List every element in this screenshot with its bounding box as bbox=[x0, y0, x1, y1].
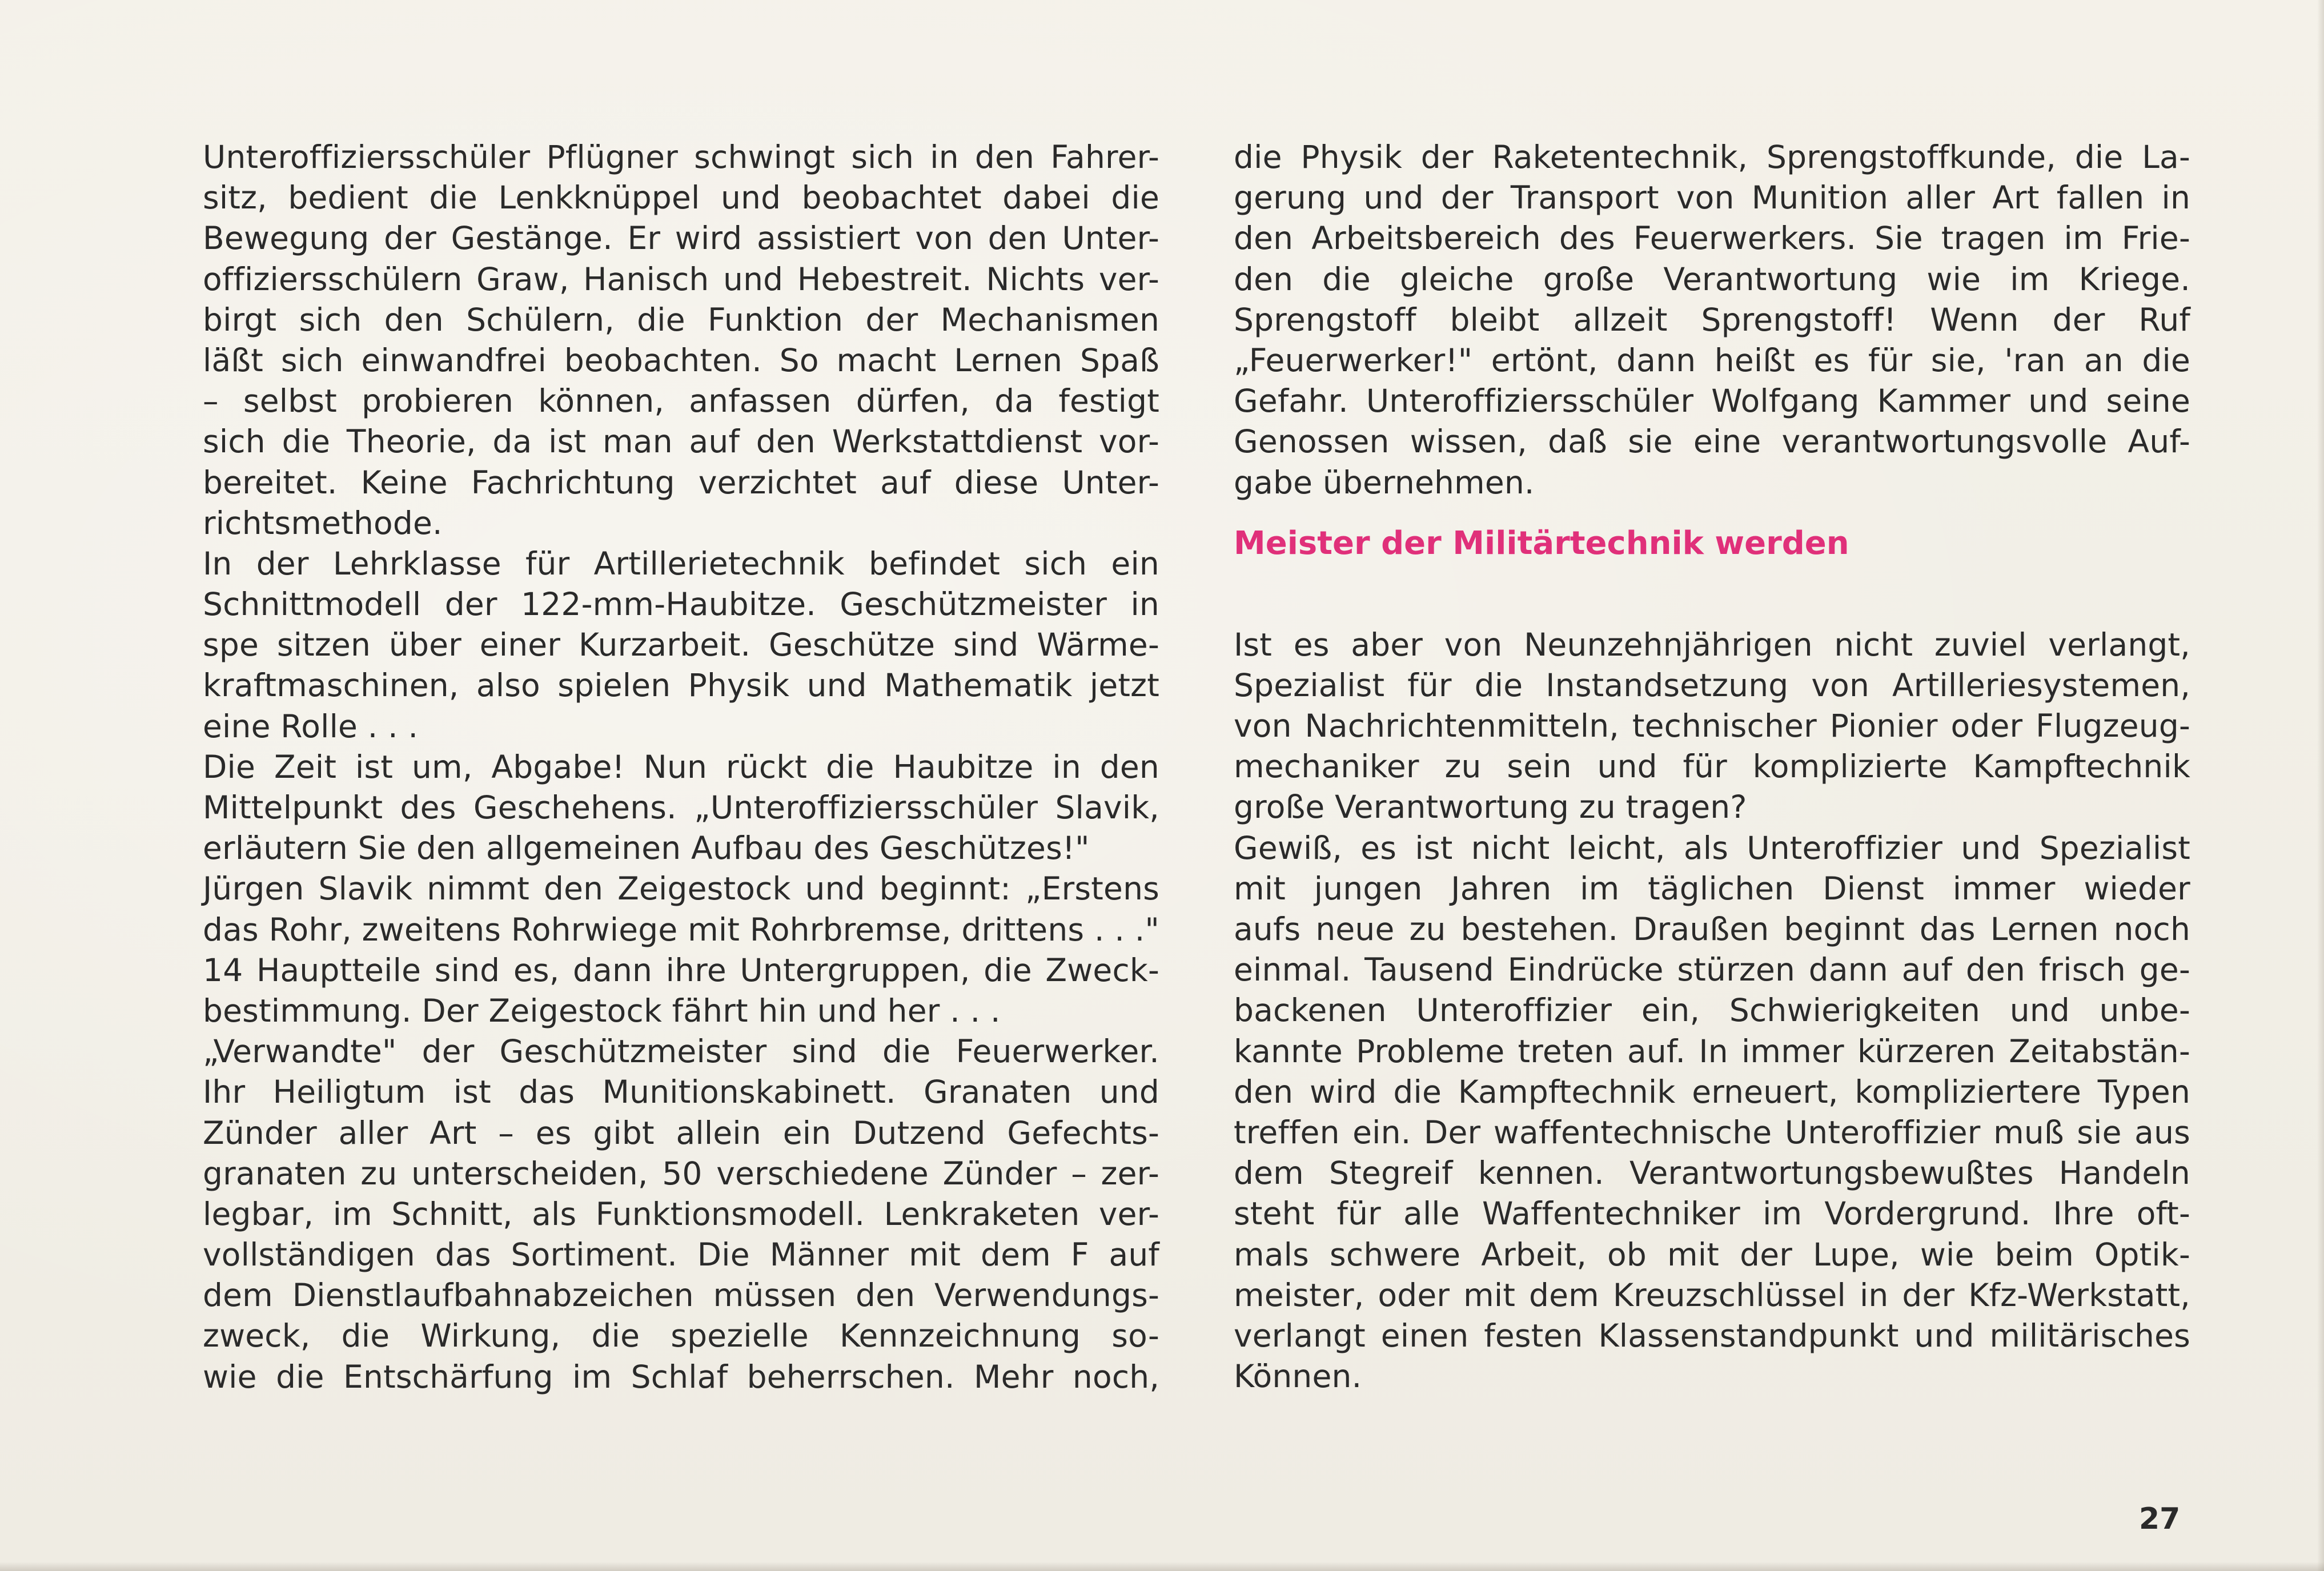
text-line: sich die Theorie, da ist man auf den Werkstattdienst vor- bbox=[203, 423, 1159, 460]
text-line: Zünder aller Art – es gibt allein ein Dutzend Gefechts- bbox=[203, 1114, 1159, 1151]
text-line: treffen ein. Der waffentechnische Unteroffizier muß sie aus bbox=[1234, 1114, 2190, 1151]
text-line: gabe übernehmen. bbox=[1234, 464, 1535, 501]
text-line: „Verwandte" der Geschützmeister sind die Feuerwerker. bbox=[203, 1033, 1159, 1070]
text-line: spe sitzen über einer Kurzarbeit. Geschütze sind Wärme- bbox=[203, 626, 1159, 664]
text-line: läßt sich einwandfrei beobachten. So macht Lernen Spaß bbox=[203, 341, 1159, 379]
text-line: das Rohr, zweitens Rohrwiege mit Rohrbremse, drittens . . ." bbox=[203, 911, 1159, 948]
text-line: Ist es aber von Neunzehnjährigen nicht zuviel verlangt, bbox=[1234, 626, 2190, 663]
text-line: meister, oder mit dem Kreuzschlüssel in der Kfz-Werkstatt, bbox=[1234, 1276, 2190, 1313]
text-line: granaten zu unterscheiden, 50 verschiedene Zünder – zer- bbox=[203, 1155, 1159, 1192]
section-heading: Meister der Militärtechnik werden bbox=[1234, 525, 1849, 562]
text-line: dem Dienstlaufbahnabzeichen müssen den Verwendungs- bbox=[203, 1277, 1159, 1314]
text-line: Bewegung der Gestänge. Er wird assistiert von den Unter- bbox=[203, 220, 1159, 257]
text-line: aufs neue zu bestehen. Draußen beginnt das Lernen noch bbox=[1234, 911, 2190, 947]
text-line: steht für alle Waffentechniker im Vordergrund. Ihre oft- bbox=[1234, 1195, 2190, 1232]
text-line: mals schwere Arbeit, ob mit der Lupe, wie beim Optik- bbox=[1234, 1236, 2190, 1273]
text-line: dem Stegreif kennen. Verantwortungsbewußtes Handeln bbox=[1234, 1155, 2190, 1192]
text-line: eine Rolle . . . bbox=[203, 708, 419, 745]
text-line: einmal. Tausend Eindrücke stürzen dann auf den frisch ge- bbox=[1234, 951, 2190, 989]
text-line: Jürgen Slavik nimmt den Zeigestock und beginnt: „Erstens bbox=[203, 870, 1159, 907]
text-line: – selbst probieren können, anfassen dürfen, da festigt bbox=[203, 383, 1159, 420]
text-line: Die Zeit ist um, Abgabe! Nun rückt die Haubitze in den bbox=[203, 748, 1159, 785]
text-line: bereitet. Keine Fachrichtung verzichtet auf diese Unter- bbox=[203, 464, 1159, 501]
text-line: kraftmaschinen, also spielen Physik und Mathematik jetzt bbox=[203, 667, 1159, 704]
text-line: kannte Probleme treten auf. In immer kürzeren Zeitabstän- bbox=[1234, 1032, 2190, 1070]
text-line: legbar, im Schnitt, als Funktionsmodell. Lenkraketen ver- bbox=[203, 1195, 1159, 1232]
paragraph-spacer bbox=[1234, 584, 2190, 625]
text-line: „Feuerwerker!" ertönt, dann heißt es für sie, 'ran an die bbox=[1234, 341, 2190, 379]
text-line: Gefahr. Unteroffiziersschüler Wolfgang Kammer und seine bbox=[1234, 383, 2190, 420]
text-line: den die gleiche große Verantwortung wie im Kriege. bbox=[1234, 260, 2190, 298]
text-line: große Verantwortung zu tragen? bbox=[1234, 789, 1747, 826]
page-right-edge bbox=[2317, 0, 2324, 1571]
text-line: backenen Unteroffizier ein, Schwierigkeiten und unbe- bbox=[1234, 992, 2190, 1029]
text-line: Genossen wissen, daß sie eine verantwortungsvolle Auf- bbox=[1234, 423, 2190, 460]
text-line: birgt sich den Schülern, die Funktion der Mechanismen bbox=[203, 301, 1159, 338]
text-line: von Nachrichtenmitteln, technischer Pionier oder Flugzeug- bbox=[1234, 708, 2190, 745]
text-line: mit jungen Jahren im täglichen Dienst immer wieder bbox=[1234, 870, 2190, 907]
section-heading-container bbox=[1234, 503, 2190, 584]
text-line: den Arbeitsbereich des Feuerwerkers. Sie tragen im Frie- bbox=[1234, 220, 2190, 257]
text-line: mechaniker zu sein und für komplizierte Kampftechnik bbox=[1234, 748, 2190, 785]
text-line: Ihr Heiligtum ist das Munitionskabinett. Granaten und bbox=[203, 1074, 1159, 1111]
text-line: zweck, die Wirkung, die spezielle Kennzeichnung so- bbox=[203, 1317, 1159, 1355]
text-line: wie die Entschärfung im Schlaf beherrschen. Mehr noch, bbox=[203, 1358, 1159, 1395]
text-line: Schnittmodell der 122-mm-Haubitze. Geschützmeister in bbox=[203, 586, 1159, 623]
text-line: vollständigen das Sortiment. Die Männer mit dem F auf bbox=[203, 1236, 1159, 1273]
page-bottom-edge bbox=[0, 1562, 2324, 1571]
text-line: sitz, bedient die Lenkknüppel und beobachtet dabei die bbox=[203, 179, 1159, 216]
text-line: richtsmethode. bbox=[203, 504, 443, 541]
text-line: Spezialist für die Instandsetzung von Artilleriesystemen, bbox=[1234, 666, 2190, 704]
text-line: Mittelpunkt des Geschehens. „Unteroffiziersschüler Slavik, bbox=[203, 789, 1159, 826]
text-line: Gewiß, es ist nicht leicht, als Unteroffizier und Spezialist bbox=[1234, 829, 2190, 866]
text-line: Sprengstoff bleibt allzeit Sprengstoff! Wenn der Ruf bbox=[1234, 301, 2190, 338]
text-line: die Physik der Raketentechnik, Sprengstoffkunde, die La- bbox=[1234, 139, 2190, 175]
text-line: offiziersschülern Graw, Hanisch und Hebestreit. Nichts ver- bbox=[203, 260, 1159, 298]
text-line: Können. bbox=[1234, 1358, 1362, 1395]
text-line: Unteroffiziersschüler Pflügner schwingt sich in den Fahrer- bbox=[203, 139, 1159, 175]
text-line: verlangt einen festen Klassenstandpunkt und militärisches bbox=[1234, 1317, 2190, 1354]
text-line: In der Lehrklasse für Artillerietechnik befindet sich ein bbox=[203, 545, 1159, 582]
text-line: erläutern Sie den allgemeinen Aufbau des Geschützes!" bbox=[203, 830, 1090, 867]
text-line: bestimmung. Der Zeigestock fährt hin und her . . . bbox=[203, 992, 1001, 1029]
page-number: 27 bbox=[2139, 1502, 2181, 1536]
text-line: gerung und der Transport von Munition aller Art fallen in bbox=[1234, 179, 2190, 216]
left-column bbox=[203, 137, 1159, 1397]
text-line: den wird die Kampftechnik erneuert, kompliziertere Typen bbox=[1234, 1073, 2190, 1110]
right-column bbox=[1234, 137, 2190, 1397]
text-line: 14 Hauptteile sind es, dann ihre Untergruppen, die Zweck- bbox=[203, 951, 1159, 989]
